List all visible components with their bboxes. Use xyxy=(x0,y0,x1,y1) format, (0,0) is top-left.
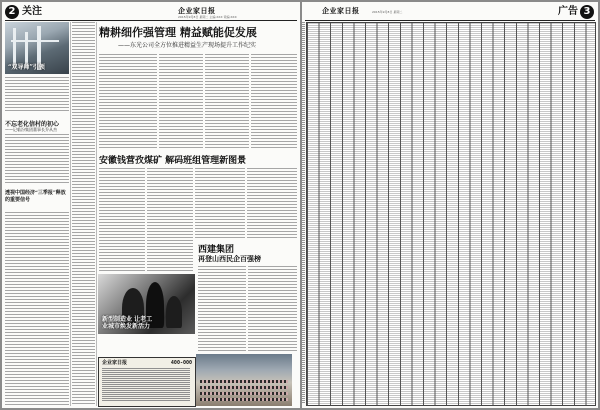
meeting-photo xyxy=(196,354,292,406)
text-block xyxy=(147,168,193,272)
plant-photo xyxy=(5,22,69,74)
column-divider xyxy=(70,22,71,406)
photo-caption: 新型制造业 让老工业城市焕发新活力 xyxy=(102,316,153,330)
masthead: 企业家日报 xyxy=(178,6,216,15)
right-headline: 西建集团 xyxy=(198,245,235,255)
right-headline-line2: 再登山西民企百强榜 xyxy=(198,254,261,263)
text-block xyxy=(5,77,69,113)
text-block xyxy=(248,266,297,352)
text-block xyxy=(198,266,246,352)
text-block xyxy=(159,54,203,148)
text-block xyxy=(247,168,297,238)
text-block xyxy=(205,54,249,148)
masthead: 企业家日报 xyxy=(322,6,360,15)
text-block xyxy=(72,22,95,406)
text-block xyxy=(99,54,157,148)
ad-text xyxy=(102,368,190,402)
side-subtitle-1: ——记临汾集团董事长乔从杰 xyxy=(5,127,57,132)
side-headline-2: 透视中国经济“三季报”释放的重要信号 xyxy=(5,190,66,203)
photo-caption: “双导师”引领 xyxy=(8,64,45,71)
workers-photo xyxy=(98,274,195,334)
text-block xyxy=(251,54,297,148)
header-rule xyxy=(305,20,595,21)
gutter-strip xyxy=(302,22,305,404)
page-number: 2 xyxy=(5,5,19,19)
page-number: 3 xyxy=(580,5,594,19)
dateline: 2015年9月8日 星期二 xyxy=(372,10,403,14)
left-page xyxy=(2,2,300,408)
text-block xyxy=(5,212,69,406)
text-block xyxy=(99,168,145,272)
section-title: 广告 xyxy=(558,6,578,17)
header-rule xyxy=(5,20,297,21)
text-block xyxy=(195,168,245,238)
column-divider xyxy=(96,22,97,406)
right-page xyxy=(302,2,598,408)
ad-number: 400-000 xyxy=(170,360,192,366)
dateline: 2015年9月8日 星期二 主编:XXX 责编:XXX xyxy=(178,15,237,19)
ad-title: 企业家日报 xyxy=(102,360,128,366)
classifieds-grid xyxy=(306,22,596,406)
text-block xyxy=(5,134,69,184)
section-title: 关注 xyxy=(22,6,42,17)
mid-headline: 安徽钱营孜煤矿 解码班组管理新图景 xyxy=(99,156,247,166)
main-headline: 精耕细作强管理 精益赋能促发展 xyxy=(99,26,257,39)
side-headline-1: 不忘老化信村的初心 xyxy=(5,121,60,128)
main-subtitle: ——东光公司全方位推进精益生产现场提升工作纪实 xyxy=(118,42,257,49)
ad-box xyxy=(98,357,196,407)
